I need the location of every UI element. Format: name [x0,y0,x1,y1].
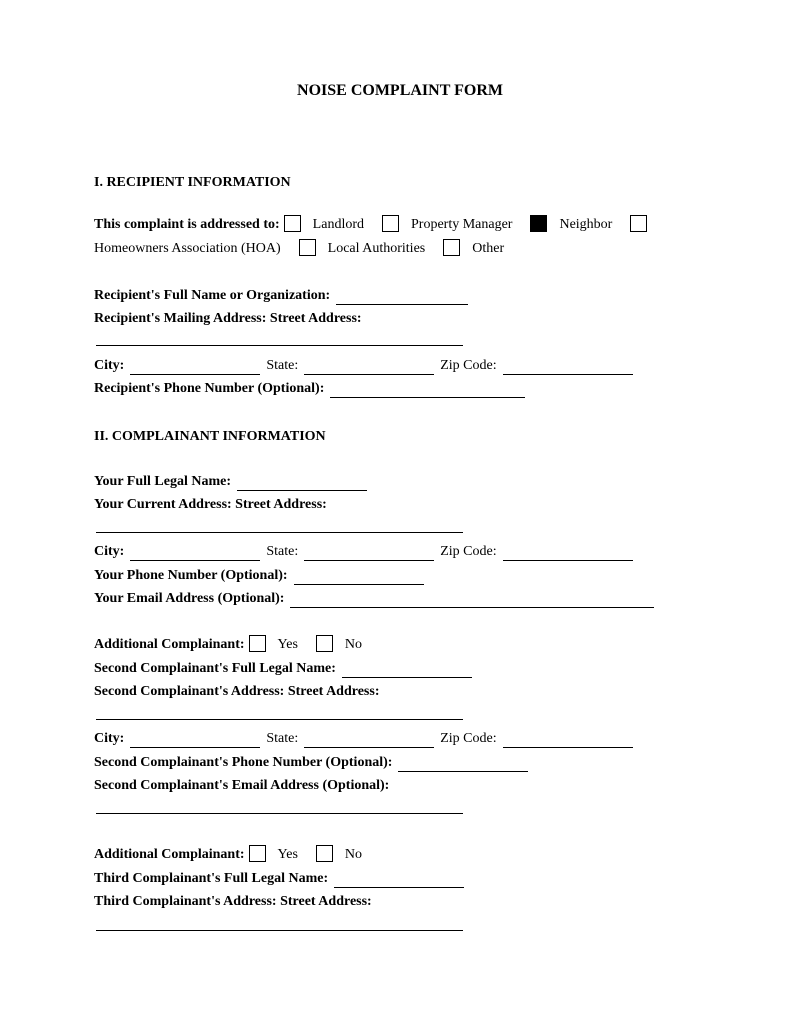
addressed-to-row-2 [94,240,518,258]
your-email-row [94,590,660,608]
your-city-row [94,543,639,561]
second-street-field[interactable] [96,719,463,720]
recipient-street-field[interactable] [96,345,463,346]
third-address-label: Third Complainant's Address: Street Address: [94,894,372,909]
your-name-row [94,473,373,491]
your-street-field[interactable] [96,532,463,533]
second-email-label: Second Complainant's Email Address (Optional): [94,778,390,793]
option-hoa-label: Homeowners Association (HOA) [94,241,281,256]
addressed-to-row [94,216,659,234]
your-state-field[interactable] [304,547,434,561]
second-zip-field[interactable] [503,734,633,748]
your-name-label: Your Full Legal Name: [94,474,232,489]
third-address-row [94,893,372,911]
option-landlord-label: Landlord [312,217,364,232]
section-complainant-heading: II. COMPLAINANT INFORMATION [94,429,326,444]
your-zip-field[interactable] [503,547,633,561]
checkbox-additional-no-1[interactable] [316,635,333,652]
recipient-phone-label: Recipient's Phone Number (Optional): [94,381,325,396]
additional-yes-label-1: Yes [277,637,298,652]
checkbox-hoa[interactable] [630,215,647,232]
section-recipient-heading: I. RECIPIENT INFORMATION [94,175,291,190]
second-phone-label: Second Complainant's Phone Number (Optional): [94,755,393,770]
additional-no-label-2: No [344,847,363,862]
your-phone-label: Your Phone Number (Optional): [94,568,288,583]
recipient-city-label: City: [94,358,125,373]
second-email-field[interactable] [96,813,463,814]
your-zip-label: Zip Code: [440,544,497,559]
your-state-label: State: [266,544,299,559]
your-phone-row [94,567,430,585]
third-name-field[interactable] [334,874,464,888]
second-email-row [94,777,389,795]
second-city-field[interactable] [130,734,260,748]
second-address-row [94,683,379,701]
second-zip-label: Zip Code: [440,731,497,746]
recipient-address-row [94,310,362,328]
second-phone-row [94,754,534,772]
checkbox-local-authorities[interactable] [299,239,316,256]
your-email-field[interactable] [290,594,654,608]
additional-yes-label-2: Yes [277,847,298,862]
second-city-label: City: [94,731,125,746]
additional-complainant-row-1 [94,636,376,654]
option-neighbor-label: Neighbor [559,217,613,232]
additional-complainant-row-2 [94,846,376,864]
checkbox-landlord[interactable] [284,215,301,232]
additional-complainant-label-1: Additional Complainant: [94,637,245,652]
additional-no-label-1: No [344,637,363,652]
third-street-field[interactable] [96,930,463,931]
recipient-name-row [94,287,474,305]
your-address-label: Your Current Address: Street Address: [94,497,327,512]
second-name-row [94,660,478,678]
your-name-field[interactable] [237,477,367,491]
second-phone-field[interactable] [398,758,528,772]
second-state-field[interactable] [304,734,434,748]
recipient-state-field[interactable] [304,361,434,375]
option-property-manager-label: Property Manager [411,217,513,232]
recipient-phone-row [94,380,531,398]
recipient-city-row [94,357,639,375]
checkbox-neighbor[interactable] [530,215,547,232]
second-name-field[interactable] [342,664,472,678]
recipient-state-label: State: [266,358,299,373]
second-name-label: Second Complainant's Full Legal Name: [94,661,336,676]
checkbox-additional-no-2[interactable] [316,845,333,862]
recipient-city-field[interactable] [130,361,260,375]
recipient-zip-field[interactable] [503,361,633,375]
your-phone-field[interactable] [294,571,424,585]
checkbox-property-manager[interactable] [382,215,399,232]
option-other-label: Other [472,241,505,256]
third-name-row [94,870,470,888]
checkbox-additional-yes-1[interactable] [249,635,266,652]
second-city-row [94,730,639,748]
second-address-label: Second Complainant's Address: Street Address: [94,684,380,699]
addressed-to-label: This complaint is addressed to: [94,217,280,232]
your-email-label: Your Email Address (Optional): [94,591,285,606]
form-title: NOISE COMPLAINT FORM [297,82,503,99]
recipient-address-label: Recipient's Mailing Address: Street Address: [94,311,362,326]
recipient-name-label: Recipient's Full Name or Organization: [94,288,331,303]
checkbox-additional-yes-2[interactable] [249,845,266,862]
second-state-label: State: [266,731,299,746]
third-name-label: Third Complainant's Full Legal Name: [94,871,329,886]
additional-complainant-label-2: Additional Complainant: [94,847,245,862]
recipient-name-field[interactable] [336,291,468,305]
recipient-phone-field[interactable] [330,384,525,398]
your-city-label: City: [94,544,125,559]
checkbox-other[interactable] [443,239,460,256]
your-city-field[interactable] [130,547,260,561]
option-local-authorities-label: Local Authorities [327,241,426,256]
recipient-zip-label: Zip Code: [440,358,497,373]
your-address-row [94,496,327,514]
